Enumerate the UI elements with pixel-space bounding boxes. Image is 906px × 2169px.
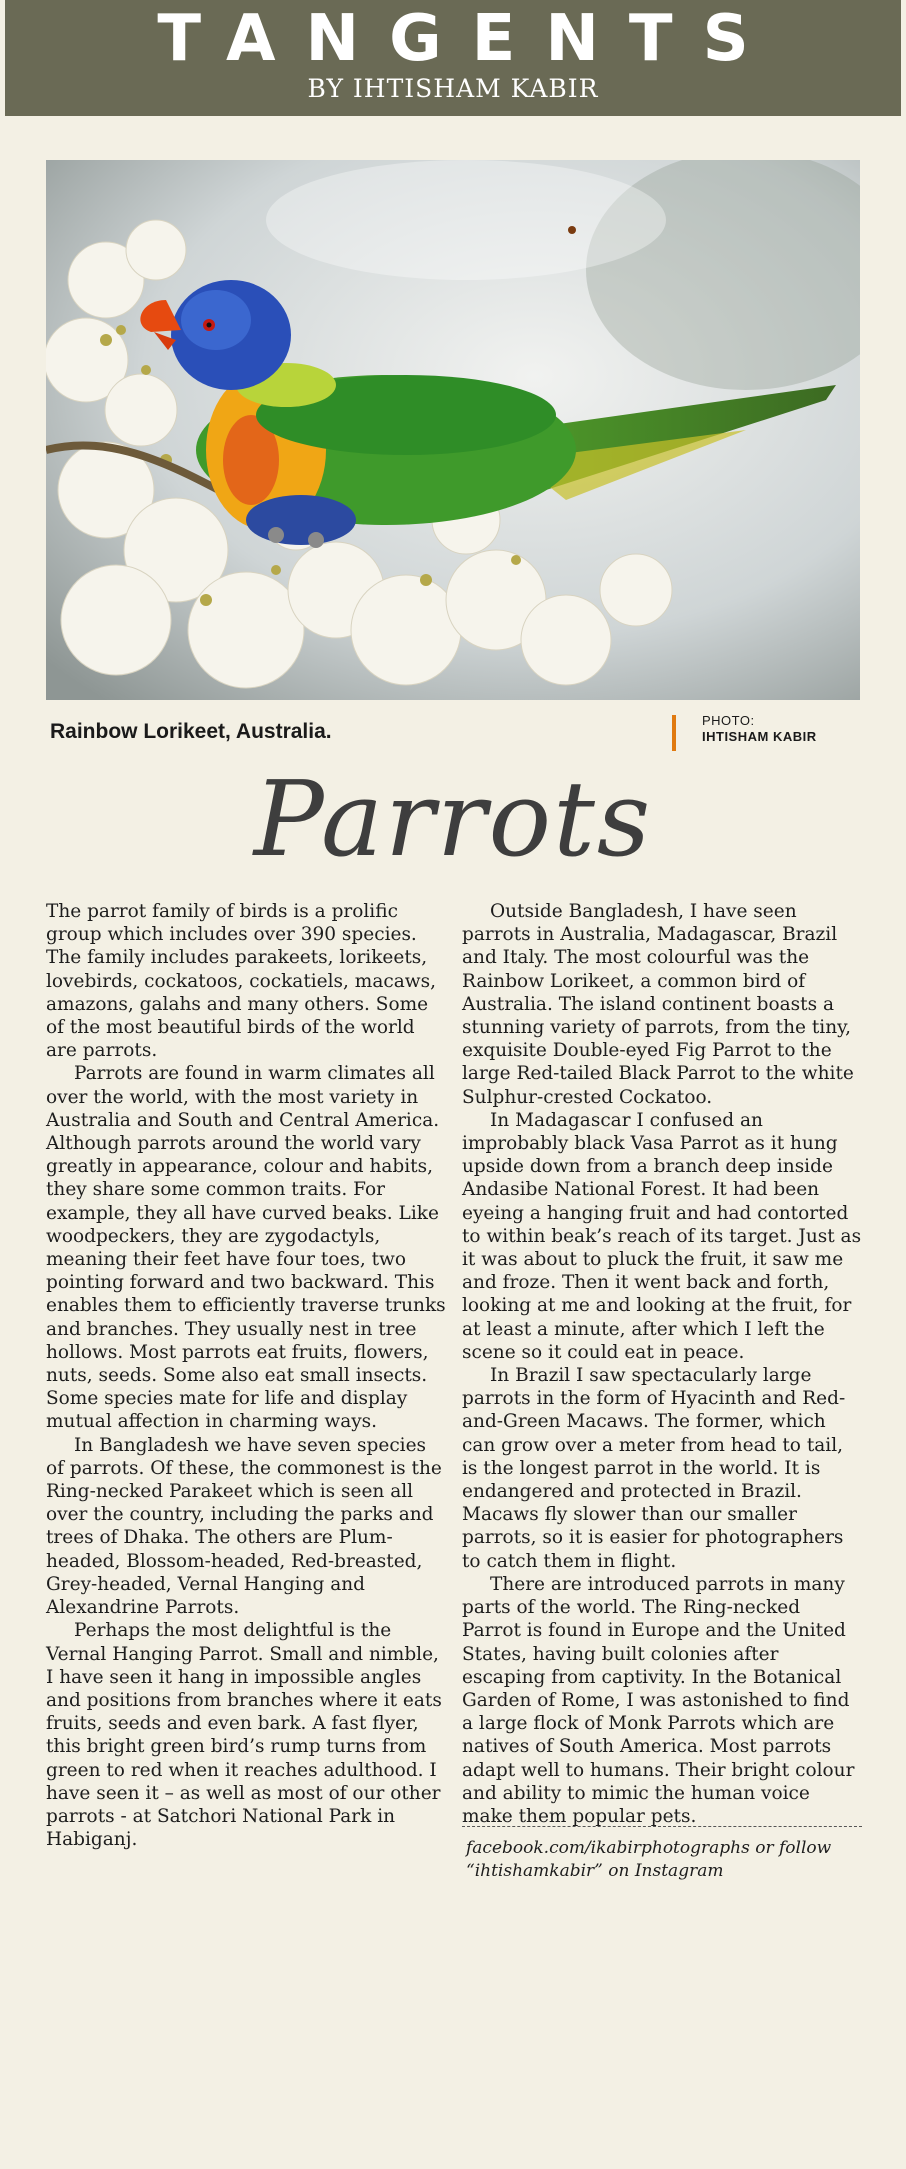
- social-footer: [466, 1837, 866, 1883]
- footer-divider: [462, 1826, 862, 1827]
- instagram-handle[interactable]: “ihtishamkabir” on Instagram: [466, 1861, 724, 1881]
- credit-divider: [672, 715, 676, 751]
- photo-credit-label: PHOTO:: [702, 713, 755, 728]
- paragraph: In Brazil I saw spectacularly large parrots in the form of Hyacinth and Red-and-Green Macaws. The former, which can grow over a meter from head to tail, is the longest parrot in the world. It is endangered and protected in Brazil. Macaws fly slower than our smaller parrots, so it is easier for photographers to catch them in flight.: [462, 1365, 846, 1572]
- paragraph: Perhaps the most delightful is the Vernal Hanging Parrot. Small and nimble, I have seen it hang in impossible angles and positions from branches where it eats fruits, seeds and even bark. A fast flyer, this bright green bird’s rump turns from green to red when it reaches adulthood. I have seen it – as well as most of our other parrots - at Satchori National Park in Habiganj.: [46, 1620, 442, 1851]
- photo-credit: [702, 713, 817, 745]
- paragraph: The parrot family of birds is a prolific group which includes over 390 species. The family includes parakeets, lorikeets, lovebirds, cockatoos, cockatiels, macaws, amazons, galahs and many others. Some of the most beautiful birds of the world are parrots.: [46, 901, 436, 1062]
- paragraph: There are introduced parrots in many parts of the world. The Ring-necked Parrot is found in Europe and the United States, having built colonies after escaping from captivity. In the Botanical Garden of Rome, I was astonished to find a large flock of Monk Parrots which are natives of South America. Most parrots adapt well to humans. Their bright colour and ability to mimic the human voice make them popular pets.: [462, 1573, 855, 1827]
- rainbow-lorikeet-photo: [46, 160, 860, 700]
- paragraph: In Bangladesh we have seven species of parrots. Of these, the commonest is the Ring-necked Parakeet which is seen all over the country, including the parks and trees of Dhaka. The others are Plum-headed, Blossom-headed, Red-breasted, Grey-headed, Vernal Hanging and Alexandrine Parrots.: [46, 1434, 442, 1619]
- masthead: [5, 0, 901, 116]
- article-column-right: [462, 900, 862, 1828]
- paragraph: Parrots are found in warm climates all over the world, with the most variety in Australia and South and Central America. Although parrots around the world vary greatly in appearance, colour and habits, they share some common traits. For example, they all have curved beaks. Like woodpeckers, they are zygodactyls, meaning their feet have four toes, two pointing forward and two backward. This enables them to efficiently traverse trunks and branches. They usually nest in tree hollows. Most parrots eat fruits, flowers, nuts, seeds. Some also eat small insects. Some species mate for life and display mutual affection in charming ways.: [46, 1063, 446, 1433]
- photo-credit-name: IHTISHAM KABIR: [702, 729, 817, 744]
- article-headline: Parrots: [253, 758, 653, 880]
- article-column-left: [46, 900, 446, 1851]
- column-title: TANGENTS: [157, 2, 779, 76]
- photo-caption: Rainbow Lorikeet, Australia.: [50, 720, 332, 743]
- facebook-link[interactable]: facebook.com/ikabirphotographs or follow: [466, 1838, 832, 1858]
- paragraph: In Madagascar I confused an improbably black Vasa Parrot as it hung upside down from a branch deep inside Andasibe National Forest. It had been eyeing a hanging fruit and had contorted to within beak’s reach of its target. Just as it was about to pluck the fruit, it saw me and froze. Then it went back and forth, looking at me and looking at the fruit, for at least a minute, after which I left the scene so it could eat in peace.: [462, 1109, 862, 1363]
- paragraph: Outside Bangladesh, I have seen parrots in Australia, Madagascar, Brazil and Italy. The most colourful was the Rainbow Lorikeet, a common bird of Australia. The island continent boasts a stunning variety of parrots, from the tiny, exquisite Double-eyed Fig Parrot to the large Red-tailed Black Parrot to the white Sulphur-crested Cockatoo.: [462, 901, 854, 1108]
- byline: BY IHTISHAM KABIR: [307, 74, 599, 103]
